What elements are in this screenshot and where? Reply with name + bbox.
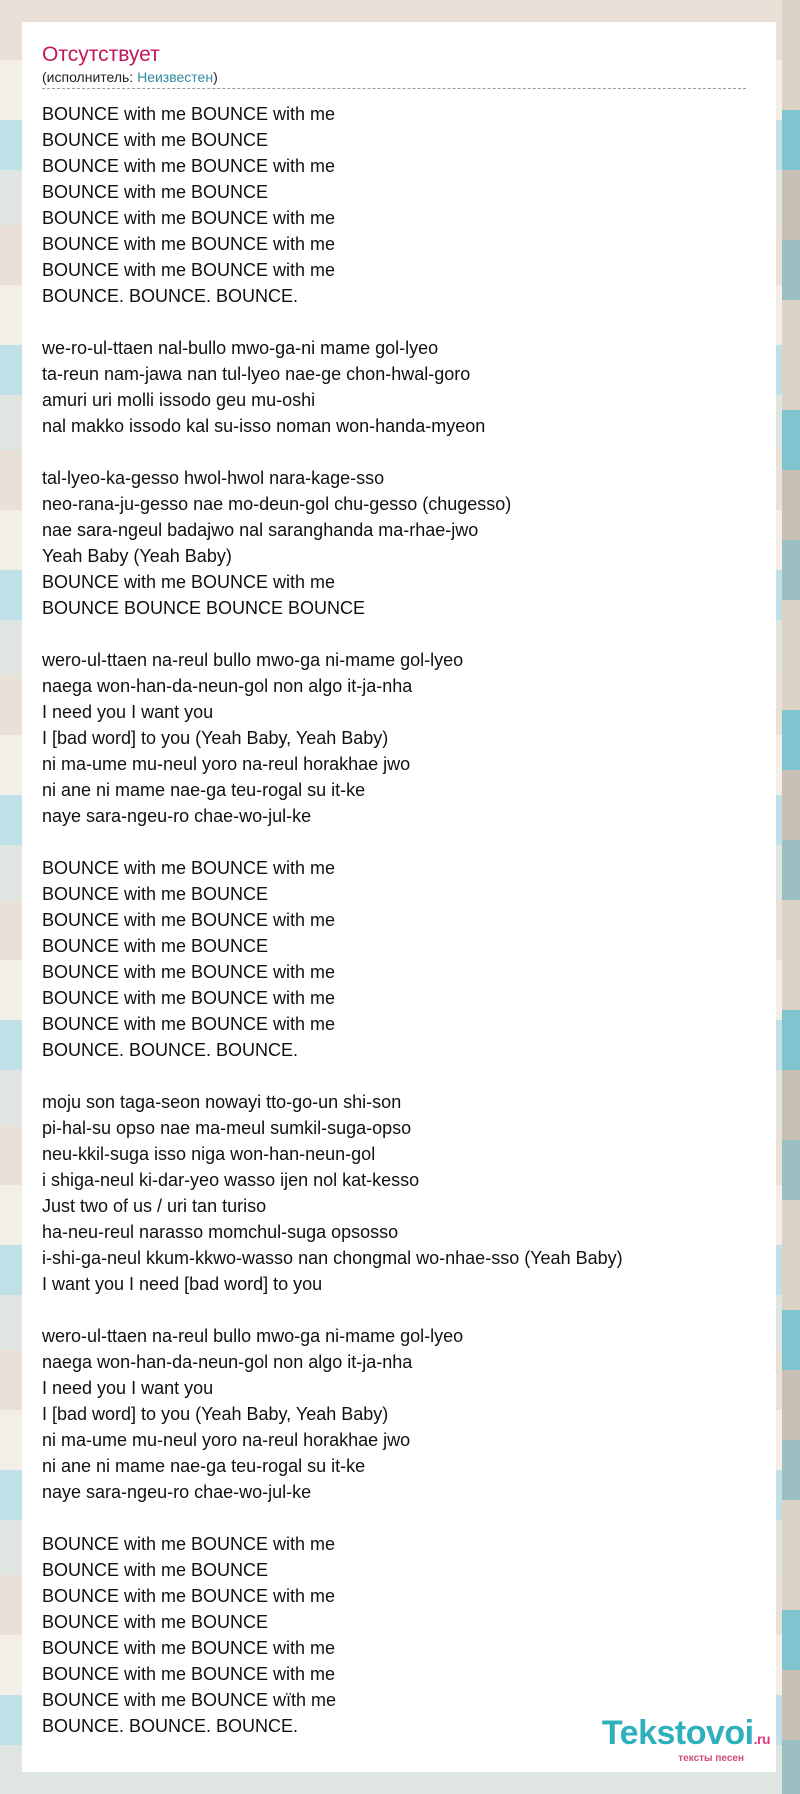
lyric-line: BOUNCE with me BOUNCE with me [42,572,336,592]
lyric-line: amuri uri molli issodo geu mu-oshi [42,390,316,410]
lyric-line [42,439,756,465]
lyric-line: nae sara-ngeul badajwo nal saranghanda ma-rhae-jwo [42,520,479,540]
lyric-line: tal-lyeo-ka-gesso hwol-hwol nara-kage-sso [42,468,385,488]
lyric-line: i-shi-ga-neul kkum-kkwo-wasso nan chongmal wo-nhae-sso (Yeah Baby) [42,1248,623,1268]
lyric-line: I need you I want you [42,702,214,722]
lyric-line: BOUNCE. BOUNCE. BOUNCE. [42,1716,299,1736]
lyric-line [42,1297,756,1323]
lyric-line: BOUNCE with me BOUNCE [42,182,269,202]
lyric-line: BOUNCE with me BOUNCE [42,936,269,956]
lyric-line: neu-kkil-suga isso niga won-han-neun-gol [42,1144,376,1164]
lyric-line: BOUNCE with me BOUNCE with me [42,156,336,176]
lyric-line: moju son taga-seon nowayi tto-go-un shi-son [42,1092,402,1112]
lyric-line: BOUNCE BOUNCE BOUNCE BOUNCE [42,598,366,618]
logo-tld: .ru [753,1731,770,1747]
lyrics-card [22,22,776,1772]
lyric-line: I [bad word] to you (Yeah Baby, Yeah Baby) [42,728,389,748]
lyric-line: i shiga-neul ki-dar-yeo wasso ijen nol kat-kesso [42,1170,420,1190]
lyric-line: we-ro-ul-ttaen nal-bullo mwo-ga-ni mame gol-lyeo [42,338,439,358]
lyric-line [42,1063,756,1089]
lyric-line: I need you I want you [42,1378,214,1398]
lyric-line: BOUNCE with me BOUNCE with me [42,962,336,982]
lyric-line: BOUNCE with me BOUNCE with me [42,260,336,280]
artist-line [42,68,746,89]
lyric-line: Yeah Baby (Yeah Baby) [42,546,232,566]
lyric-line: BOUNCE with me BOUNCE [42,1560,269,1580]
lyric-line: BOUNCE. BOUNCE. BOUNCE. [42,286,299,306]
lyric-line: Just two of us / uri tan turiso [42,1196,267,1216]
site-logo[interactable] [602,1716,770,1764]
song-title: Отсутствует [42,43,160,66]
lyric-line: BOUNCE with me BOUNCE [42,130,269,150]
lyric-line: BOUNCE with me BOUNCE with me [42,858,336,878]
lyric-line: naega won-han-da-neun-gol non algo it-ja-nha [42,676,413,696]
artist-prefix: (исполнитель: [42,69,138,85]
lyric-line: BOUNCE with me BOUNCE with me [42,234,336,254]
lyric-line: BOUNCE with me BOUNCE with me [42,1638,336,1658]
lyric-line [42,621,756,647]
lyric-line: BOUNCE with me BOUNCE with me [42,1664,336,1684]
artist-suffix: ) [213,69,218,85]
lyric-line: BOUNCE. BOUNCE. BOUNCE. [42,1040,299,1060]
lyric-line: BOUNCE with me BOUNCE with me [42,1534,336,1554]
lyric-line: ta-reun nam-jawa nan tul-lyeo nae-ge chon-hwal-goro [42,364,471,384]
lyric-line [42,309,756,335]
lyric-line: neo-rana-ju-gesso nae mo-deun-gol chu-gesso (chugesso) [42,494,512,514]
lyric-line: wero-ul-ttaen na-reul bullo mwo-ga ni-mame gol-lyeo [42,650,464,670]
lyric-line: BOUNCE with me BOUNCE with me [42,1586,336,1606]
lyric-line [42,829,756,855]
lyric-line: I [bad word] to you (Yeah Baby, Yeah Baby) [42,1404,389,1424]
lyric-line: pi-hal-su opso nae ma-meul sumkil-suga-opso [42,1118,412,1138]
lyric-line: nal makko issodo kal su-isso noman won-handa-myeon [42,416,486,436]
lyric-line: BOUNCE with me BOUNCE [42,884,269,904]
lyric-line: naye sara-ngeu-ro chae-wo-jul-ke [42,806,312,826]
lyric-line: BOUNCE with me BOUNCE with me [42,1014,336,1034]
lyric-line: BOUNCE with me BOUNCE with me [42,910,336,930]
lyric-line [42,1505,756,1531]
lyric-line: ni ane ni mame nae-ga teu-rogal su it-ke [42,1456,366,1476]
background-stripes [782,0,800,1794]
lyric-line: BOUNCE with me BOUNCE with me [42,208,336,228]
lyric-line: ni ane ni mame nae-ga teu-rogal su it-ke [42,780,366,800]
lyric-line: wero-ul-ttaen na-reul bullo mwo-ga ni-mame gol-lyeo [42,1326,464,1346]
lyric-line: naega won-han-da-neun-gol non algo it-ja-nha [42,1352,413,1372]
lyric-line: ni ma-ume mu-neul yoro na-reul horakhae jwo [42,754,411,774]
artist-link[interactable]: Неизвестен [137,69,214,85]
lyric-line: BOUNCE with me BOUNCE with me [42,104,336,124]
lyric-line: BOUNCE with me BOUNCE [42,1612,269,1632]
lyrics-body [42,101,756,1739]
lyric-line: BOUNCE with me BOUNCE with me [42,988,336,1008]
lyric-line: I want you I need [bad word] to you [42,1274,323,1294]
lyric-line: BOUNCE with me BOUNCE wïth me [42,1690,337,1710]
lyric-line: ni ma-ume mu-neul yoro na-reul horakhae jwo [42,1430,411,1450]
logo-name: Tekstovoi [601,1714,754,1752]
lyric-line: naye sara-ngeu-ro chae-wo-jul-ke [42,1482,312,1502]
logo-tagline: тексты песен [678,1753,744,1764]
lyric-line: ha-neu-reul narasso momchul-suga opsosso [42,1222,399,1242]
